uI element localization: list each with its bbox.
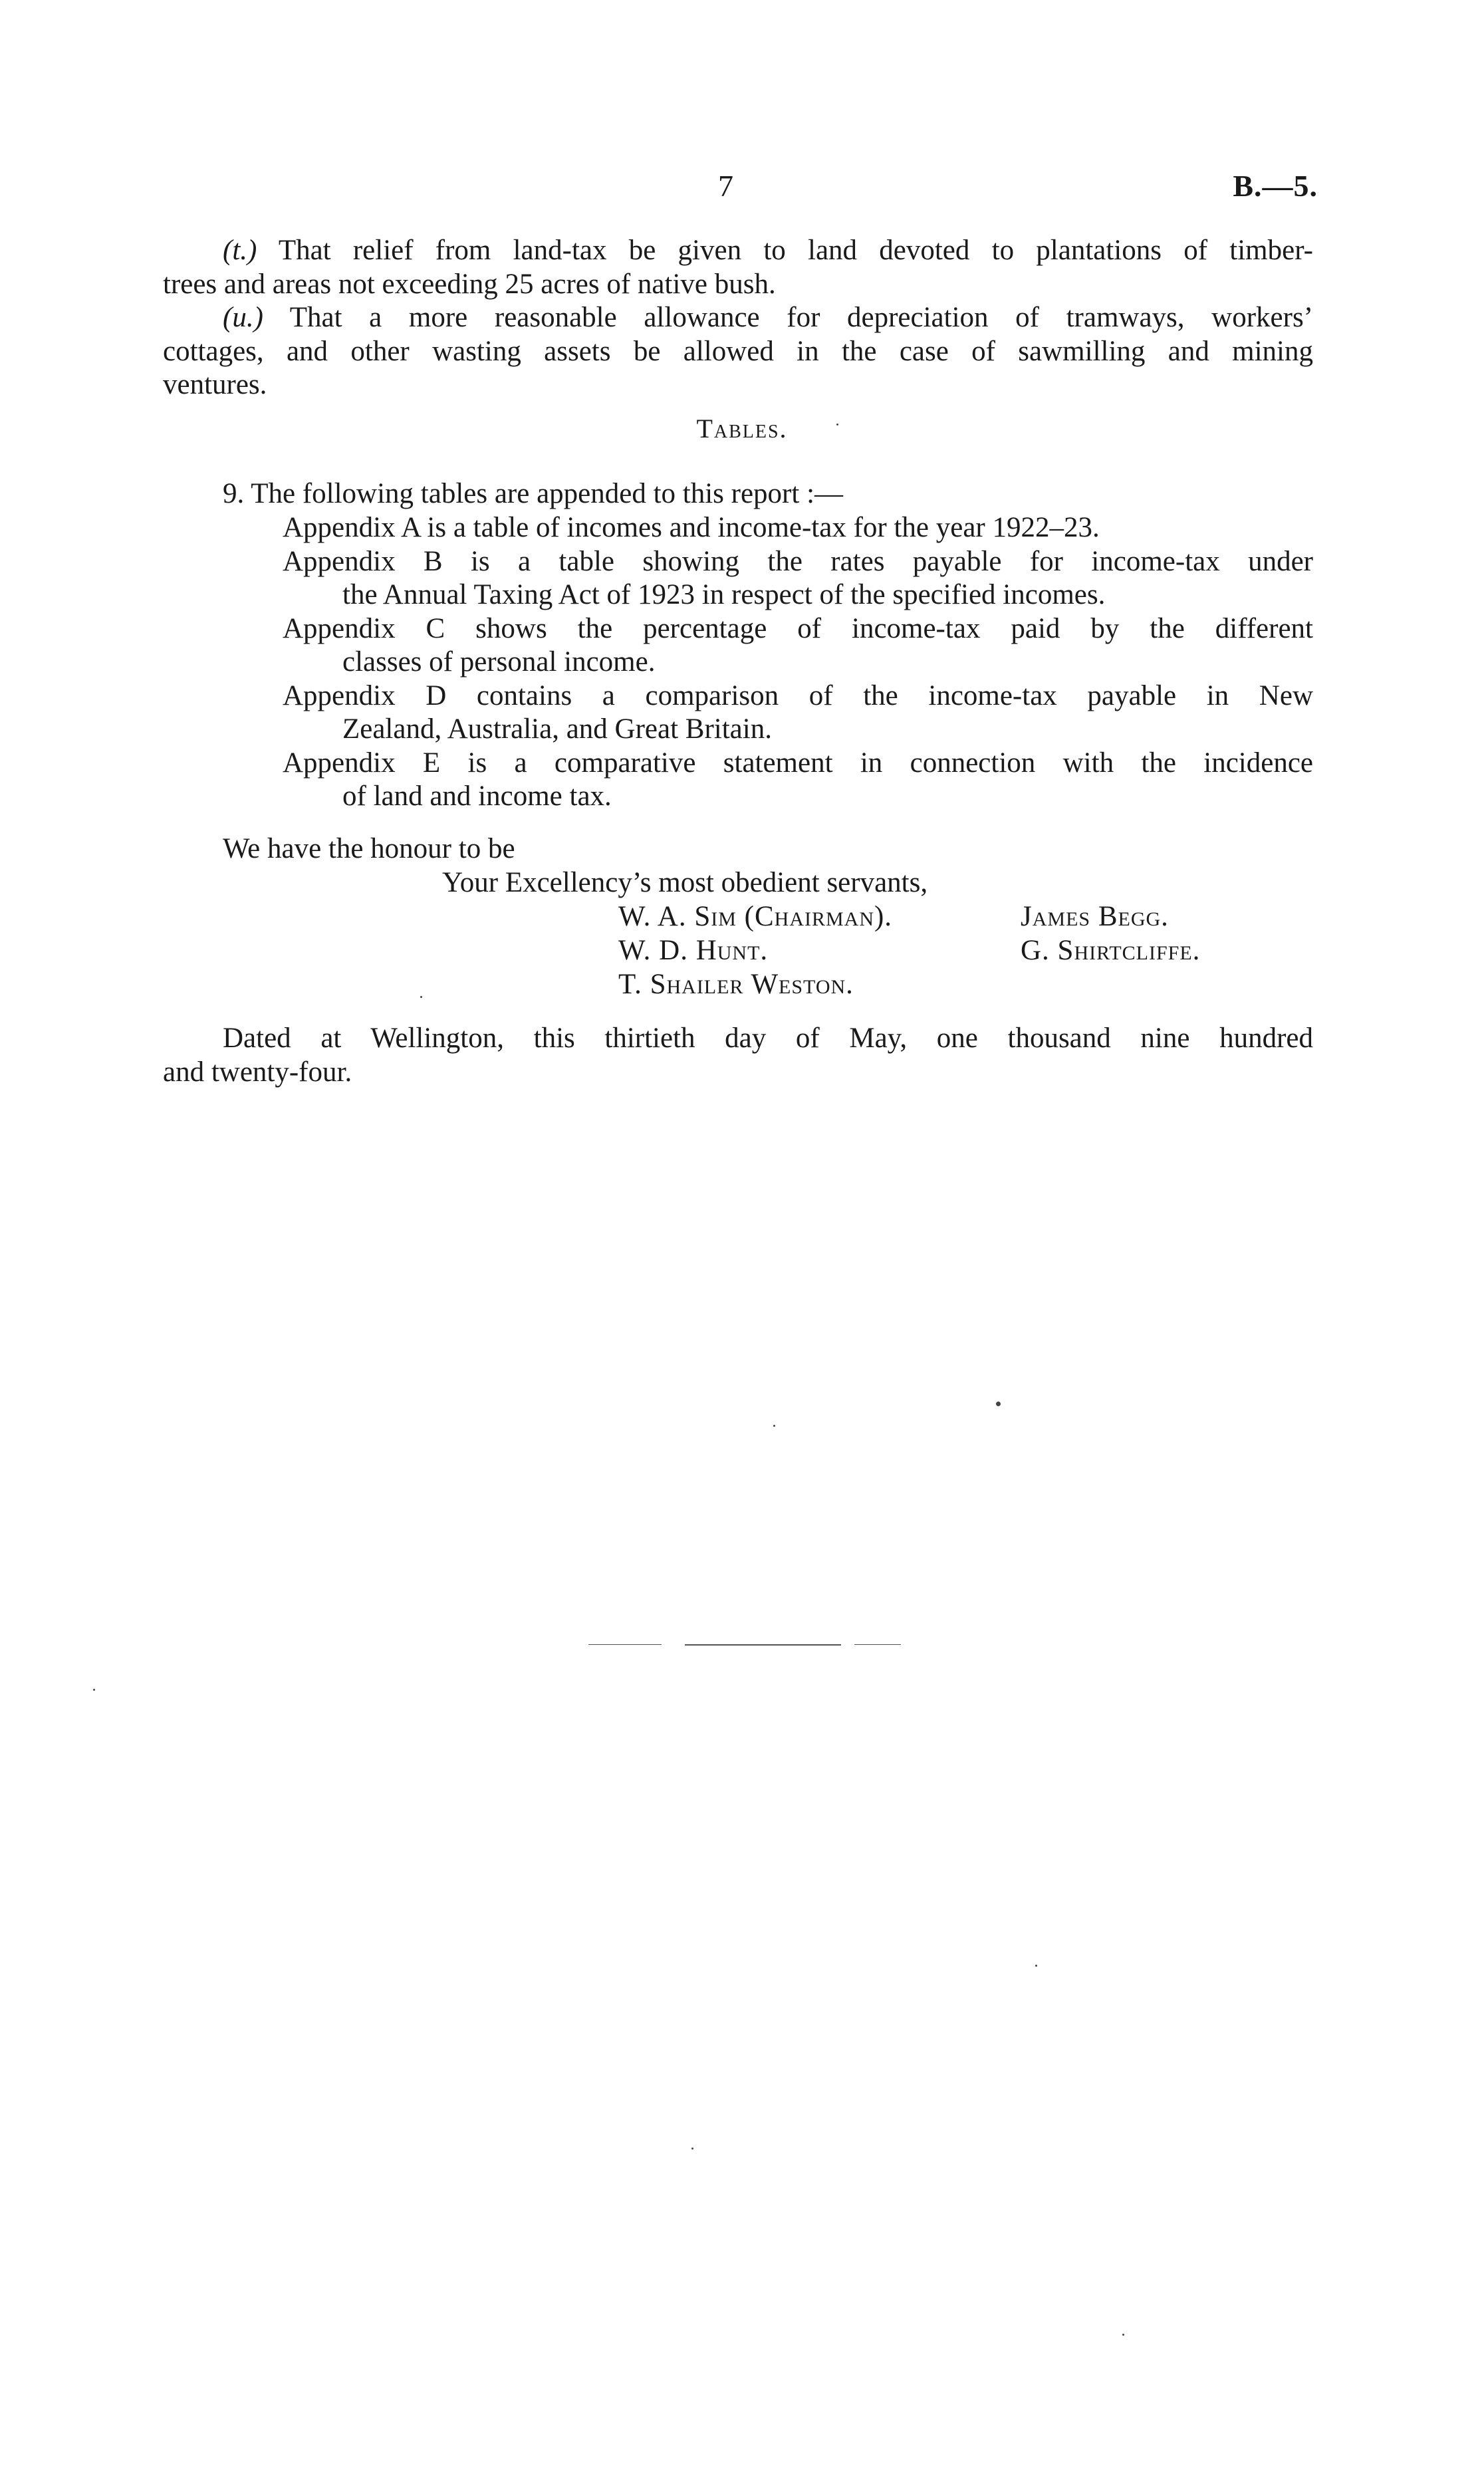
appendix-a-line-1: Appendix A is a table of incomes and income-tax for the year 1922–23. bbox=[283, 512, 1100, 543]
signatory-begg: James Begg. bbox=[1021, 901, 1169, 932]
signatory-weston: T. Shailer Weston. bbox=[618, 969, 854, 1000]
signatory-sim: W. A. Sim (Chairman). bbox=[618, 901, 893, 932]
closing-rule-segment-3 bbox=[854, 1644, 901, 1645]
appendix-b-line-2: the Annual Taxing Act of 1923 in respect of the specified incomes. bbox=[342, 579, 1106, 610]
scan-speck bbox=[420, 996, 422, 998]
closing-rule-segment-2 bbox=[685, 1644, 841, 1646]
paragraph-t-line-1 bbox=[163, 234, 1313, 268]
document-reference: B.—5. bbox=[1233, 169, 1318, 203]
appendix-d-line-1: Appendix D contains a comparison of the income-tax payable in New bbox=[283, 679, 1313, 711]
appendix-c-line-1: Appendix C shows the percentage of income-tax paid by the different bbox=[283, 612, 1313, 644]
closing-line-1: We have the honour to be bbox=[223, 833, 515, 864]
appendix-c-line-2: classes of personal income. bbox=[342, 646, 656, 678]
signatory-hunt: W. D. Hunt. bbox=[618, 935, 769, 966]
appendix-e-line-2: of land and income tax. bbox=[342, 781, 612, 812]
scan-speck bbox=[996, 1402, 1001, 1406]
appendix-e-line-1: Appendix E is a comparative statement in connection with the incidence bbox=[283, 747, 1313, 779]
section-heading-tables: Tables. bbox=[696, 414, 788, 443]
paragraph-u-label: (u.) bbox=[223, 302, 263, 333]
paragraph-u-text-1: That a more reasonable allowance for depreciation of tramways, workers’ bbox=[289, 302, 1313, 333]
paragraph-t-text-1: That relief from land-tax be given to land devoted to plantations of timber- bbox=[278, 235, 1313, 266]
scan-speck bbox=[1035, 1965, 1037, 1967]
scan-speck bbox=[773, 1425, 775, 1427]
scan-speck bbox=[836, 424, 838, 426]
signatory-shirtcliffe: G. Shirtcliffe. bbox=[1021, 935, 1201, 966]
scan-speck bbox=[691, 2148, 693, 2150]
dated-line-2: and twenty-four. bbox=[163, 1056, 352, 1088]
appendix-d-line-2: Zealand, Australia, and Great Britain. bbox=[342, 713, 772, 745]
closing-line-2: Your Excellency’s most obedient servants, bbox=[442, 867, 928, 898]
paragraph-t bbox=[163, 234, 1313, 301]
dated-paragraph bbox=[163, 1022, 1313, 1089]
appendix-list bbox=[283, 511, 1313, 814]
scan-speck bbox=[1122, 2334, 1124, 2336]
appendix-b-line-1: Appendix B is a table showing the rates payable for income-tax under bbox=[283, 545, 1313, 577]
paragraph-t-label: (t.) bbox=[223, 235, 257, 266]
paragraph-u-line-2: cottages, and other wasting assets be allowed in the case of sawmilling and mining bbox=[163, 335, 1313, 367]
page-number: 7 bbox=[718, 169, 733, 203]
closing-rule-segment-1 bbox=[588, 1644, 662, 1645]
dated-line-1: Dated at Wellington, this thirtieth day of May, one thousand nine hundred bbox=[223, 1023, 1313, 1054]
section-9-intro: 9. The following tables are appended to this report :— bbox=[223, 478, 844, 509]
paragraph-u-line-1 bbox=[163, 301, 1313, 335]
paragraph-u-line-3: ventures. bbox=[163, 369, 267, 400]
paragraph-t-line-2: trees and areas not exceeding 25 acres of native bush. bbox=[163, 268, 776, 300]
scan-speck bbox=[93, 1689, 95, 1691]
paragraph-u bbox=[163, 301, 1313, 402]
